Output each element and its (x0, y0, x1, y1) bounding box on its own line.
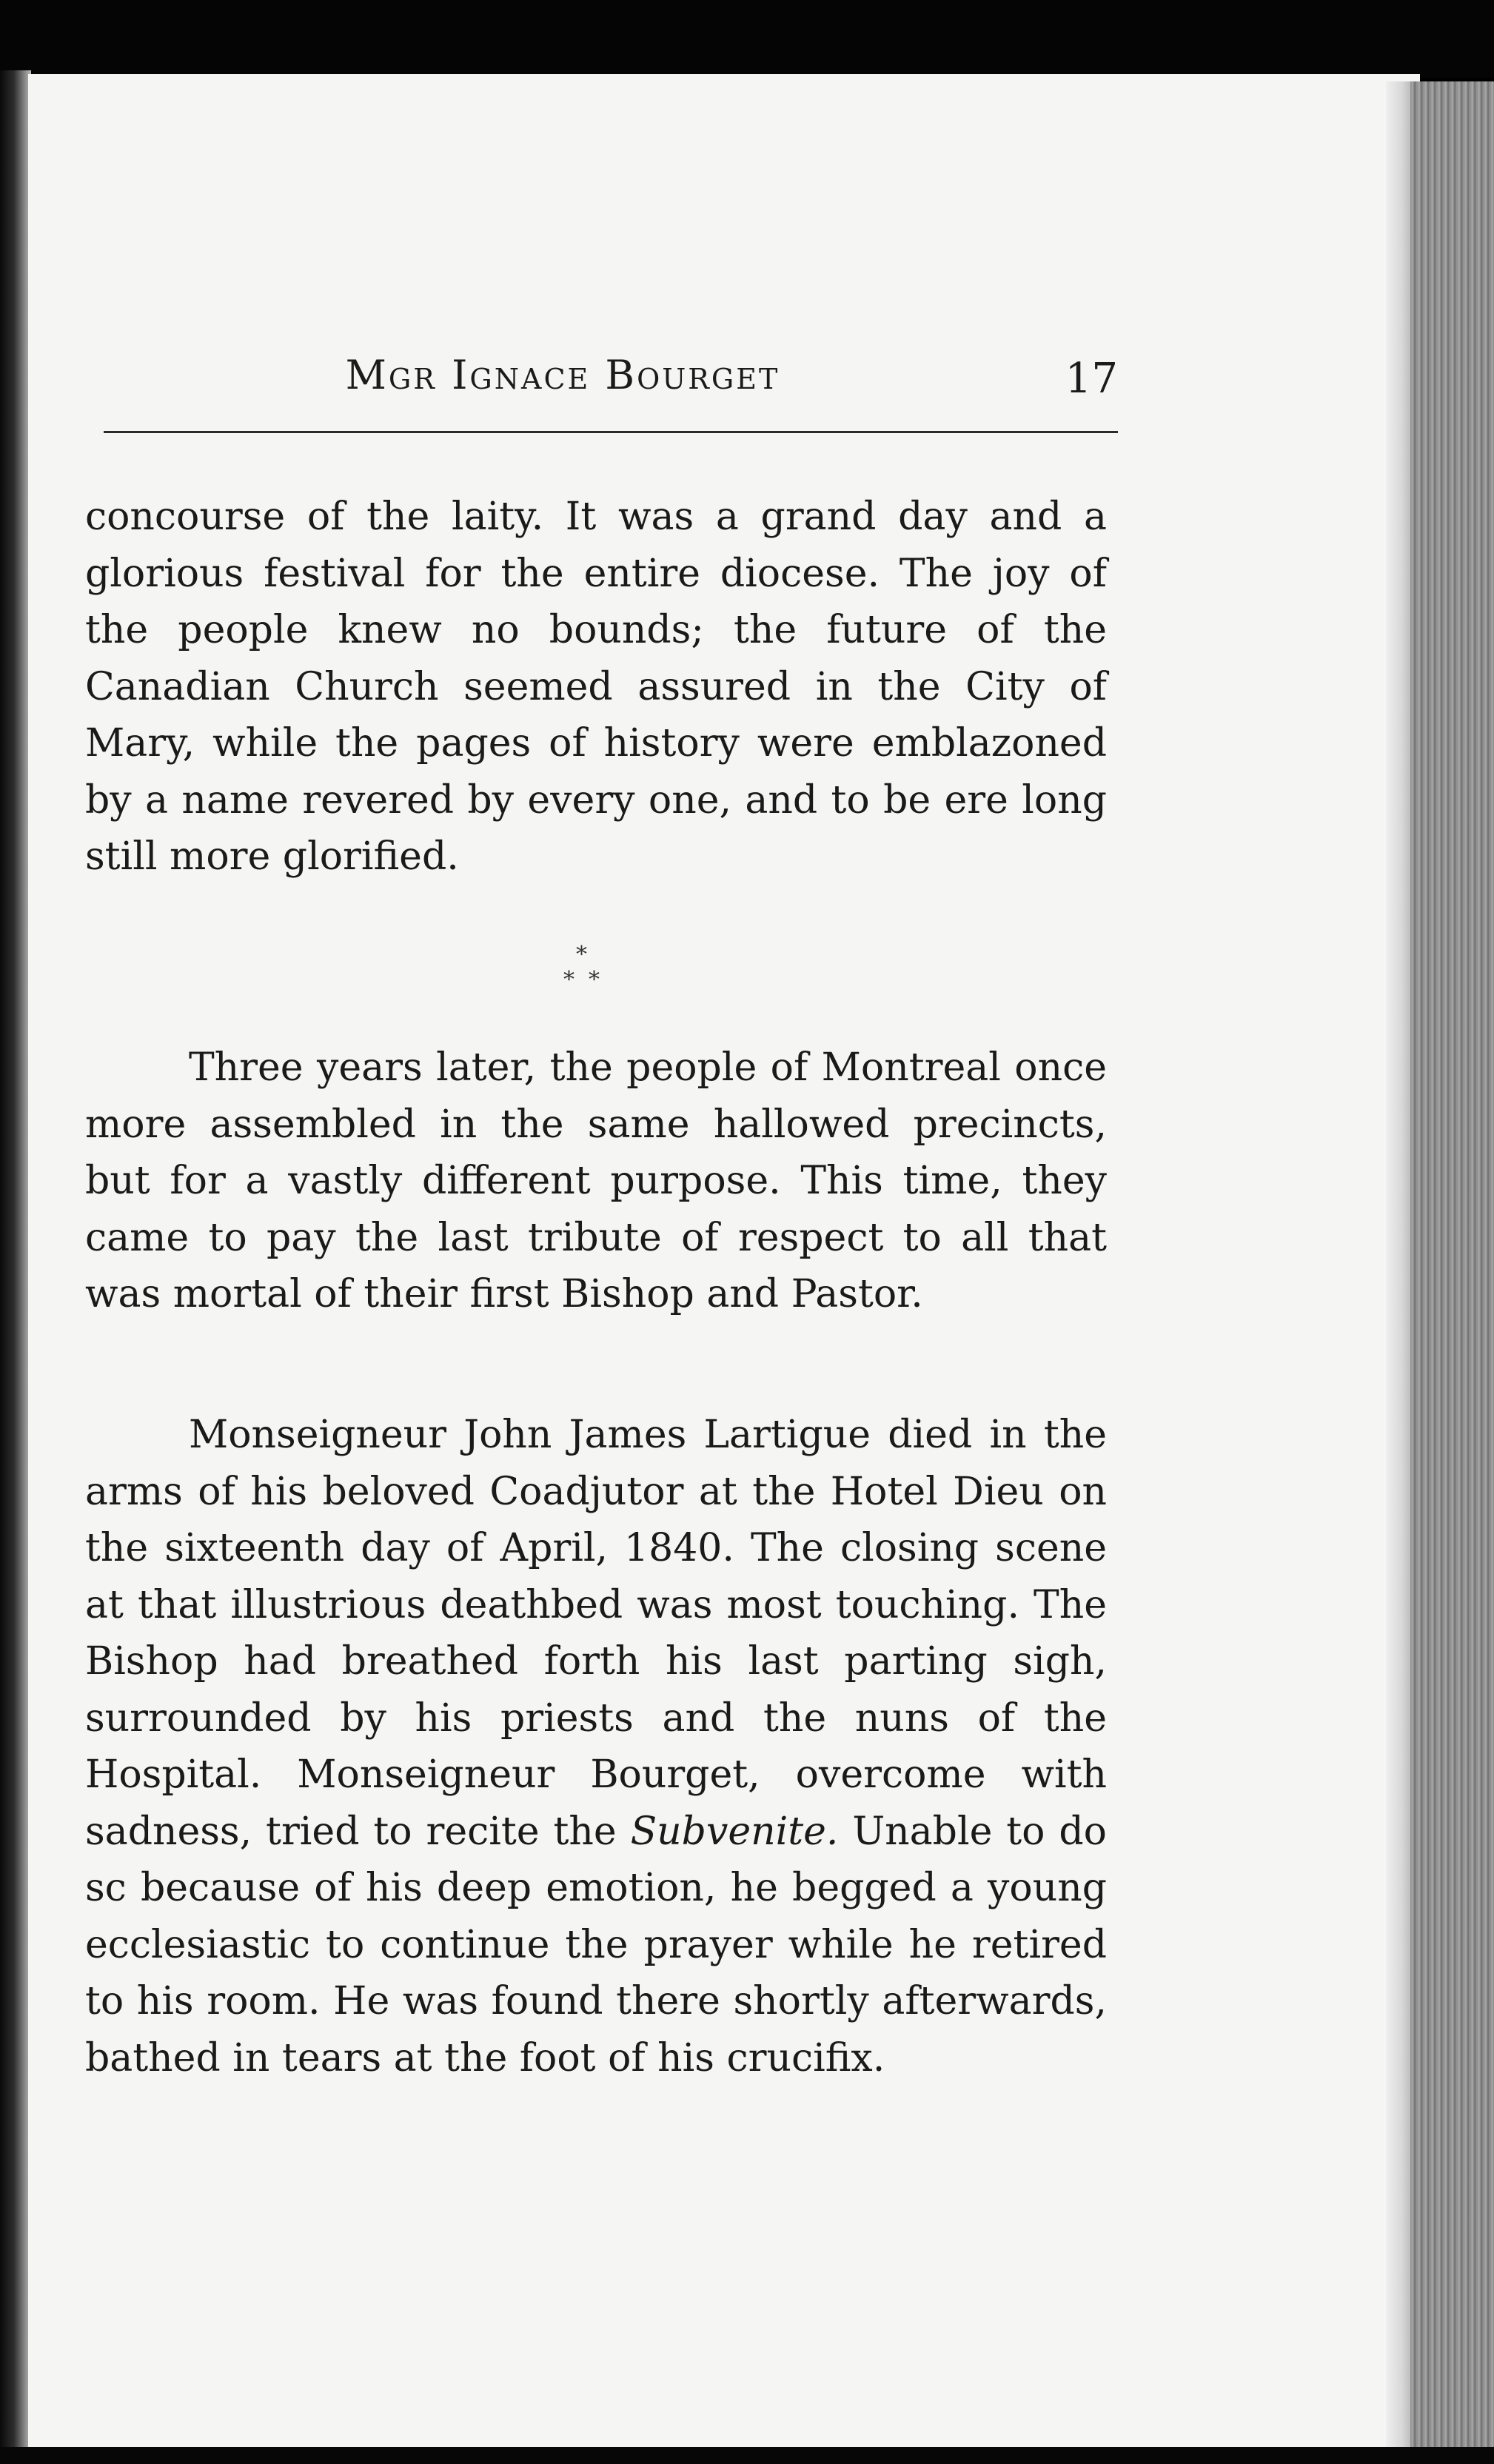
paragraph-2-text: Three years later, the people of Montreal once more assembled in the same hallowed precincts, but for a vastly different purpose. This time, they came to pay the last tribute of respect to all that was mortal of their first Bishop and Pastor. (85, 1045, 1107, 1316)
section-break-asterism (552, 944, 618, 1011)
asterism-star-right: * (589, 967, 600, 993)
scan-top-border (0, 0, 1494, 78)
page-number: 17 (1065, 355, 1118, 403)
paragraph-3-text (85, 1407, 1107, 2086)
book-page-edges (1410, 81, 1494, 2451)
header-rule (104, 431, 1118, 433)
running-title: Mgr Ignace Bourget (345, 352, 780, 398)
asterism-star-top: * (576, 942, 587, 968)
paragraph-3 (85, 1407, 1107, 2086)
paragraph-1 (85, 489, 1107, 886)
paragraph-3-text-after: Unable to do sc because of his deep emotion, he begged a young ecclesiastic to continue the prayer while he retired to his room. He was found there shortly afterwards, bathed in tears at the foot of his crucifix. (85, 1809, 1107, 2080)
asterism-star-left: * (563, 967, 575, 993)
paragraph-2 (85, 1040, 1107, 1323)
page-edge-shadow (1386, 81, 1413, 2451)
paragraph-3-text-before: Monseigneur John James Lartigue died in the arms of his beloved Coadjutor at the Hotel Dieu on the sixteenth day of April, 1840. The closing scene at that illustrious deathbed was most touching. The Bishop had breathed forth his last parting sigh, surrounded by his priests and the nuns of the Hospital. Monseigneur Bourget, overcome with sadness, tried to recite the (85, 1413, 1107, 1854)
running-header (104, 337, 1118, 418)
scan-left-border (0, 70, 31, 2447)
paragraph-3-italic-subvenite: Subvenite. (630, 1809, 839, 1854)
paragraph-1-text: concourse of the laity. It was a grand day and a glorious festival for the entire diocese. The joy of the people knew no bounds; the future of the Canadian Church seemed assured in the City of Mary, while the pages of history were emblazoned by a name revered by every one, and to be ere long still more glorified. (85, 495, 1107, 879)
scan-bottom-border (0, 2447, 1494, 2464)
